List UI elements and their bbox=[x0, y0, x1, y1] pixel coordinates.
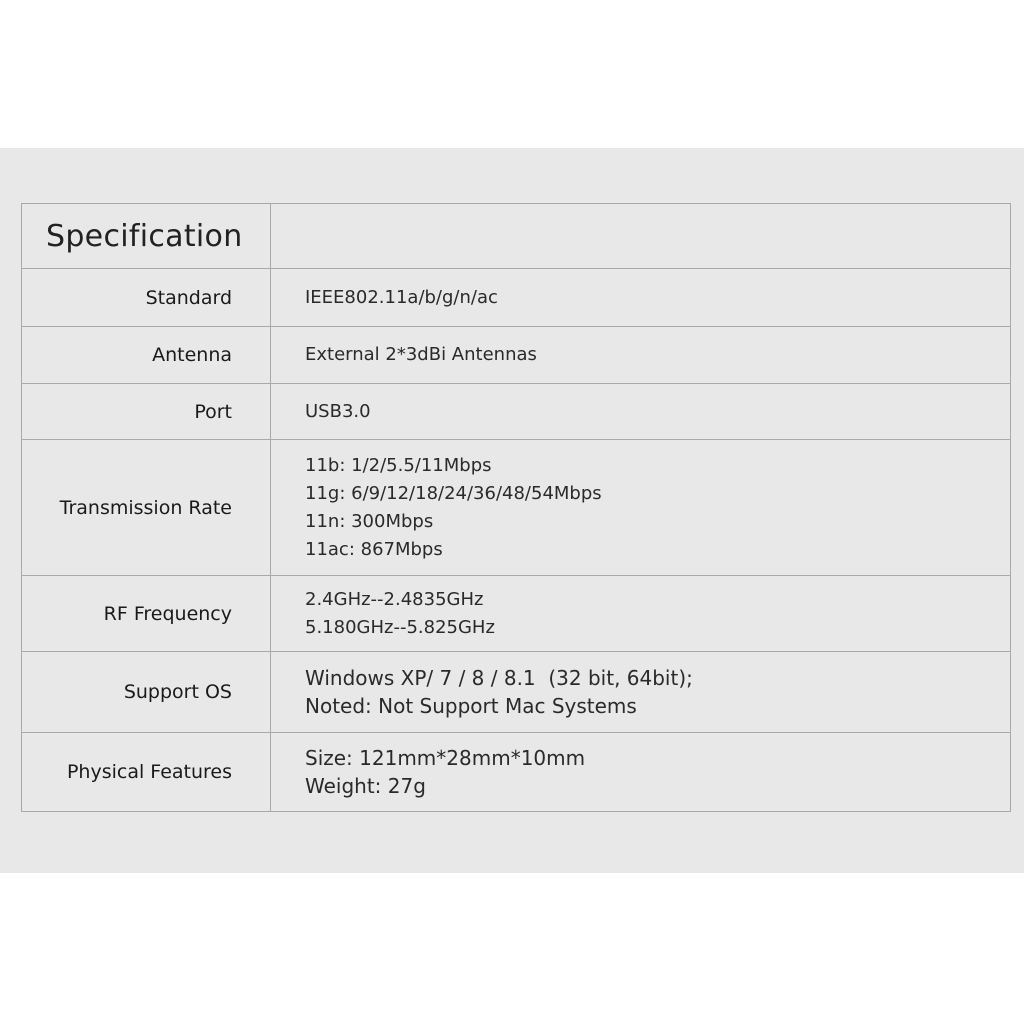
spec-label-transmission-rate: Transmission Rate bbox=[22, 440, 271, 576]
spec-label-antenna: Antenna bbox=[22, 327, 271, 384]
spec-header-row bbox=[22, 204, 1011, 269]
spec-row-port bbox=[22, 384, 1011, 440]
spec-value-line: Windows XP/ 7 / 8 / 8.1 (32 bit, 64bit); bbox=[305, 666, 693, 690]
spec-table bbox=[21, 203, 1011, 812]
spec-value-line: 11g: 6/9/12/18/24/36/48/54Mbps bbox=[305, 482, 602, 504]
spec-row-support-os bbox=[22, 652, 1011, 733]
spec-value-line: Size: 121mm*28mm*10mm bbox=[305, 746, 586, 770]
spec-value-antenna bbox=[271, 327, 1011, 384]
spec-value-physical-features bbox=[271, 733, 1011, 812]
spec-row-transmission-rate bbox=[22, 440, 1011, 576]
spec-row-rf-frequency bbox=[22, 576, 1011, 652]
spec-value-line: Noted: Not Support Mac Systems bbox=[305, 694, 637, 718]
spec-label-physical-features: Physical Features bbox=[22, 733, 271, 812]
spec-title: Specification bbox=[22, 204, 271, 269]
spec-value-port bbox=[271, 384, 1011, 440]
spec-value-standard bbox=[271, 269, 1011, 327]
spec-row-antenna bbox=[22, 327, 1011, 384]
spec-label-support-os: Support OS bbox=[22, 652, 271, 733]
spec-value-rf-frequency bbox=[271, 576, 1011, 652]
spec-value-support-os bbox=[271, 652, 1011, 733]
spec-value-line: 11n: 300Mbps bbox=[305, 510, 434, 532]
spec-value-line: 2.4GHz--2.4835GHz bbox=[305, 588, 484, 610]
spec-value-line: USB3.0 bbox=[305, 400, 371, 422]
spec-header-empty-cell bbox=[271, 204, 1011, 269]
spec-value-line: 11ac: 867Mbps bbox=[305, 538, 443, 560]
spec-value-transmission-rate bbox=[271, 440, 1011, 576]
spec-label-rf-frequency: RF Frequency bbox=[22, 576, 271, 652]
spec-value-line: 11b: 1/2/5.5/11Mbps bbox=[305, 454, 492, 476]
spec-value-line: Weight: 27g bbox=[305, 774, 426, 798]
spec-value-line: External 2*3dBi Antennas bbox=[305, 344, 537, 365]
spec-panel bbox=[0, 148, 1024, 873]
spec-label-standard: Standard bbox=[22, 269, 271, 327]
spec-row-physical-features bbox=[22, 733, 1011, 812]
spec-row-standard bbox=[22, 269, 1011, 327]
spec-value-line: IEEE802.11a/b/g/n/ac bbox=[305, 286, 498, 308]
spec-value-line: 5.180GHz--5.825GHz bbox=[305, 616, 495, 638]
spec-label-port: Port bbox=[22, 384, 271, 440]
